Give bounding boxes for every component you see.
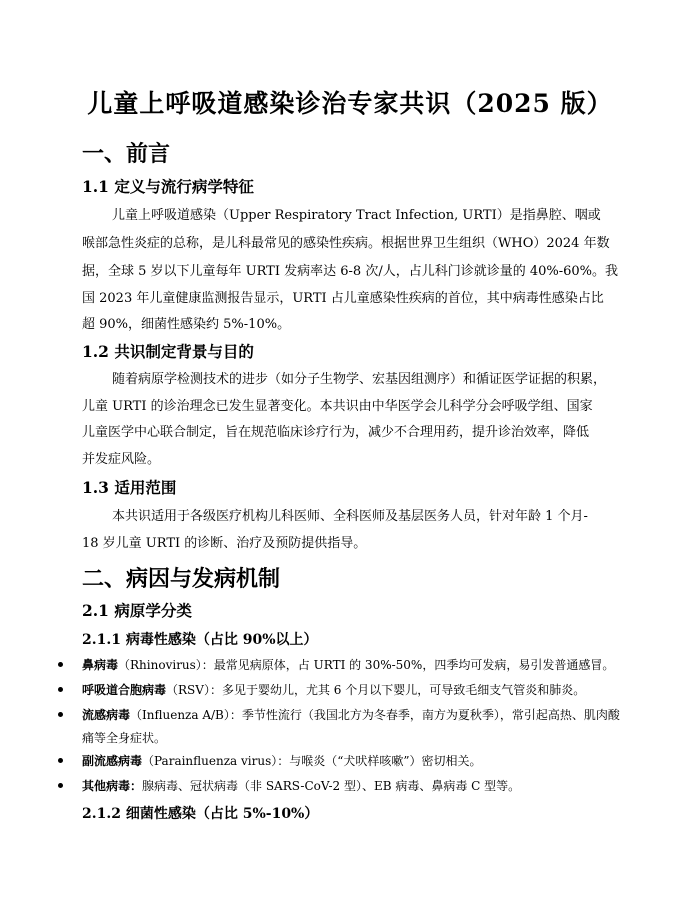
document-title: 儿童上呼吸道感染诊治专家共识（2025 版）: [87, 89, 613, 118]
bullet-icon: [58, 662, 63, 667]
section-heading-preface: 一、前言: [82, 141, 171, 167]
subsection-heading-1-2: 1.2 共识制定背景与目的: [82, 342, 254, 361]
list-item: [82, 752, 482, 769]
list-item: [82, 656, 614, 673]
list-item-text: 腺病毒、冠状病毒（非 SARS-CoV-2 型）、EB 病毒、鼻病毒 C 型等。: [142, 779, 521, 793]
paragraph-line: 并发症风险。: [82, 452, 161, 467]
list-item: [82, 681, 585, 698]
list-item-text: （Parainfluenza virus）：与喉炎（“犬吠样咳嗽”）密切相关。: [142, 754, 482, 768]
list-item-text: （Influenza A/B）：季节性流行（我国北方为冬春季，南方为夏秋季），常引起高热、肌肉酸: [130, 708, 620, 722]
bullet-icon: [58, 758, 63, 763]
list-item-term: 流感病毒: [82, 708, 131, 722]
paragraph-line: 本共识适用于各级医疗机构儿科医师、全科医师及基层医务人员，针对年龄 1 个月-: [112, 509, 588, 524]
paragraph-line: 儿童 URTI 的诊治理念已发生显著变化。本共识由中华医学会儿科学分会呼吸学组、国家: [82, 399, 593, 414]
list-item-continuation: 痛等全身症状。: [82, 731, 167, 745]
list-item: [82, 777, 520, 794]
list-item-term: 鼻病毒: [82, 658, 119, 672]
paragraph-line: 18 岁儿童 URTI 的诊断、治疗及预防提供指导。: [82, 536, 367, 551]
subsection-heading-1-3: 1.3 适用范围: [82, 478, 177, 497]
subsection-heading-1-1: 1.1 定义与流行病学特征: [82, 177, 254, 196]
list-item-term: 其他病毒：: [82, 779, 143, 793]
subsubsection-heading-2-1-1: 2.1.1 病毒性感染（占比 90%以上）: [82, 632, 318, 648]
paragraph-line: 随着病原学检测技术的进步（如分子生物学、宏基因组测序）和循证医学证据的积累，: [112, 372, 607, 387]
list-item: [82, 706, 620, 723]
paragraph-line: 国 2023 年儿童健康监测报告显示，URTI 占儿童感染性疾病的首位，其中病毒性感染占比: [82, 291, 604, 306]
subsection-heading-2-1: 2.1 病原学分类: [82, 601, 192, 620]
paragraph-line: 喉部急性炎症的总称，是儿科最常见的感染性疾病。根据世界卫生组织（WHO）2024 年数: [82, 236, 610, 251]
list-item-text: （Rhinovirus）：最常见病原体，占 URTI 的 30%-50%，四季均可发病，易引发普通感冒。: [118, 658, 615, 672]
paragraph-line: 儿童上呼吸道感染（Upper Respiratory Tract Infection, URTI）是指鼻腔、咽或: [112, 208, 601, 223]
paragraph-line: 超 90%，细菌性感染约 5%-10%。: [82, 317, 291, 332]
bullet-icon: [58, 712, 63, 717]
bullet-icon: [58, 783, 63, 788]
bullet-icon: [58, 687, 63, 692]
paragraph-line: 据，全球 5 岁以下儿童每年 URTI 发病率达 6-8 次/人，占儿科门诊就诊量的 40%-60%。我: [82, 264, 619, 279]
subsubsection-heading-2-1-2: 2.1.2 细菌性感染（占比 5%-10%）: [82, 806, 319, 822]
list-item-term: 呼吸道合胞病毒: [82, 683, 167, 697]
paragraph-line: 儿童医学中心联合制定，旨在规范临床诊疗行为，减少不合理用药，提升诊治效率，降低: [82, 425, 590, 440]
list-item-text: （RSV）：多见于婴幼儿，尤其 6 个月以下婴儿，可导致毛细支气管炎和肺炎。: [166, 683, 586, 697]
section-heading-etiology: 二、病因与发病机制: [82, 566, 281, 592]
list-item-term: 副流感病毒: [82, 754, 143, 768]
